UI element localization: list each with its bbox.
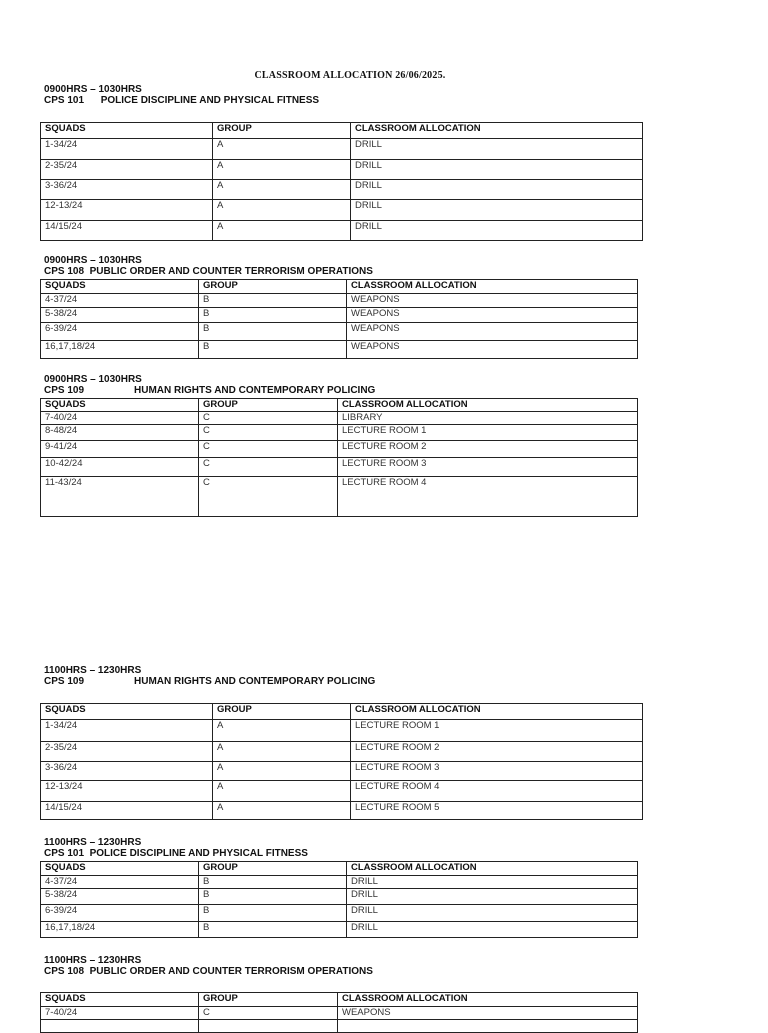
table-row (41, 720, 643, 742)
section-course: CPS 109 HUMAN RIGHTS AND CONTEMPORARY POLICING (44, 385, 376, 396)
table-row (41, 441, 638, 458)
squad-cell: 3-36/24 (41, 762, 213, 781)
squad-cell: 10-42/24 (41, 458, 199, 477)
group-cell: A (213, 781, 351, 802)
column-header: CLASSROOM ALLOCATION (347, 280, 638, 294)
column-header: SQUADS (41, 280, 199, 294)
column-header: GROUP (199, 280, 347, 294)
classroom-cell: DRILL (351, 180, 643, 200)
section-time: 0900HRS – 1030HRS (44, 374, 142, 385)
group-cell: A (213, 139, 351, 160)
squad-cell: 5-38/24 (41, 308, 199, 323)
group-cell: B (199, 308, 347, 323)
group-cell: B (199, 876, 347, 889)
table-row (41, 1007, 638, 1020)
squad-cell: 11-43/24 (41, 477, 199, 517)
squad-cell: 2-35/24 (41, 742, 213, 762)
column-header: SQUADS (41, 704, 213, 720)
column-header: CLASSROOM ALLOCATION (338, 993, 638, 1007)
group-cell: B (199, 905, 347, 922)
table-row (41, 905, 638, 922)
classroom-cell: LECTURE ROOM 5 (351, 802, 643, 820)
squad-cell: 9-41/24 (41, 441, 199, 458)
group-cell: C (199, 412, 338, 425)
classroom-cell: WEAPONS (347, 341, 638, 359)
classroom-cell: LECTURE ROOM 2 (351, 742, 643, 762)
column-header: GROUP (213, 704, 351, 720)
column-header: GROUP (213, 123, 351, 139)
column-header: CLASSROOM ALLOCATION (351, 704, 643, 720)
squad-cell: 3-36/24 (41, 180, 213, 200)
squad-cell: 7-40/24 (41, 412, 199, 425)
group-cell: C (199, 441, 338, 458)
section-course: CPS 109 HUMAN RIGHTS AND CONTEMPORARY POLICING (44, 676, 376, 687)
column-header: SQUADS (41, 862, 199, 876)
document-title: CLASSROOM ALLOCATION 26/06/2025. (254, 70, 446, 81)
classroom-cell (338, 1020, 638, 1033)
group-cell: B (199, 323, 347, 341)
squad-cell: 12-13/24 (41, 200, 213, 221)
classroom-cell: LECTURE ROOM 3 (351, 762, 643, 781)
section-course: CPS 101 POLICE DISCIPLINE AND PHYSICAL FITNESS (44, 95, 320, 106)
squad-cell: 6-39/24 (41, 905, 199, 922)
table-row (41, 802, 643, 820)
group-cell: C (199, 477, 338, 517)
group-cell: A (213, 802, 351, 820)
group-cell: B (199, 922, 347, 938)
group-cell: A (213, 160, 351, 180)
group-cell: A (213, 742, 351, 762)
classroom-cell: LECTURE ROOM 1 (338, 425, 638, 441)
allocation-table-1 (40, 279, 638, 359)
group-cell: A (213, 762, 351, 781)
section-course: CPS 108 PUBLIC ORDER AND COUNTER TERRORISM OPERATIONS (44, 966, 373, 977)
table-row (41, 180, 643, 200)
classroom-cell: DRILL (347, 905, 638, 922)
table-row (41, 889, 638, 905)
column-header: GROUP (199, 993, 338, 1007)
section-3-heading (44, 665, 375, 687)
column-header: SQUADS (41, 993, 199, 1007)
table-row (41, 876, 638, 889)
group-cell: C (199, 425, 338, 441)
squad-cell: 1-34/24 (41, 139, 213, 160)
column-header: GROUP (199, 399, 338, 412)
squad-cell: 1-34/24 (41, 720, 213, 742)
group-cell: A (213, 180, 351, 200)
classroom-cell: LECTURE ROOM 4 (351, 781, 643, 802)
column-header: CLASSROOM ALLOCATION (351, 123, 643, 139)
allocation-table-4 (40, 861, 638, 938)
classroom-cell: DRILL (347, 922, 638, 938)
classroom-cell: DRILL (351, 200, 643, 221)
classroom-cell: DRILL (351, 221, 643, 241)
section-course: CPS 101 POLICE DISCIPLINE AND PHYSICAL FITNESS (44, 848, 308, 859)
section-time: 0900HRS – 1030HRS (44, 84, 142, 95)
squad-cell: 16,17,18/24 (41, 922, 199, 938)
squad-cell: 16,17,18/24 (41, 341, 199, 359)
table-row (41, 477, 638, 517)
squad-cell: 14/15/24 (41, 221, 213, 241)
table-row (41, 308, 638, 323)
column-header: SQUADS (41, 399, 199, 412)
squad-cell: 4-37/24 (41, 294, 199, 308)
section-time: 1100HRS – 1230HRS (44, 955, 142, 966)
section-5-heading (44, 955, 373, 977)
classroom-cell: LECTURE ROOM 2 (338, 441, 638, 458)
section-time: 1100HRS – 1230HRS (44, 665, 142, 676)
classroom-cell: LECTURE ROOM 3 (338, 458, 638, 477)
classroom-cell: WEAPONS (347, 294, 638, 308)
table-row (41, 922, 638, 938)
squad-cell: 6-39/24 (41, 323, 199, 341)
section-2-heading (44, 374, 375, 396)
squad-cell (41, 1020, 199, 1033)
group-cell: C (199, 458, 338, 477)
section-course: CPS 108 PUBLIC ORDER AND COUNTER TERRORISM OPERATIONS (44, 266, 373, 277)
table-row (41, 781, 643, 802)
classroom-cell: LECTURE ROOM 4 (338, 477, 638, 517)
classroom-cell: LIBRARY (338, 412, 638, 425)
column-header: CLASSROOM ALLOCATION (338, 399, 638, 412)
section-4-heading (44, 837, 308, 859)
group-cell: C (199, 1007, 338, 1020)
classroom-cell: WEAPONS (347, 323, 638, 341)
group-cell (199, 1020, 338, 1033)
squad-cell: 8-48/24 (41, 425, 199, 441)
group-cell: A (213, 200, 351, 221)
allocation-table-3 (40, 703, 643, 820)
squad-cell: 12-13/24 (41, 781, 213, 802)
column-header: CLASSROOM ALLOCATION (347, 862, 638, 876)
classroom-cell: DRILL (351, 160, 643, 180)
table-row (41, 200, 643, 221)
table-row (41, 412, 638, 425)
section-time: 0900HRS – 1030HRS (44, 255, 142, 266)
classroom-cell: WEAPONS (338, 1007, 638, 1020)
section-0-heading (44, 84, 319, 106)
classroom-cell: DRILL (347, 876, 638, 889)
column-header: SQUADS (41, 123, 213, 139)
group-cell: B (199, 889, 347, 905)
table-row (41, 341, 638, 359)
group-cell: A (213, 221, 351, 241)
table-row (41, 221, 643, 241)
table-row (41, 160, 643, 180)
allocation-table-0 (40, 122, 643, 241)
group-cell: B (199, 294, 347, 308)
table-row (41, 425, 638, 441)
column-header: GROUP (199, 862, 347, 876)
classroom-cell: LECTURE ROOM 1 (351, 720, 643, 742)
classroom-cell: WEAPONS (347, 308, 638, 323)
table-row (41, 762, 643, 781)
section-1-heading (44, 255, 373, 277)
squad-cell: 4-37/24 (41, 876, 199, 889)
group-cell: A (213, 720, 351, 742)
allocation-table-2 (40, 398, 638, 517)
group-cell: B (199, 341, 347, 359)
squad-cell: 14/15/24 (41, 802, 213, 820)
table-row (41, 323, 638, 341)
table-row (41, 742, 643, 762)
table-row (41, 294, 638, 308)
classroom-cell: DRILL (347, 889, 638, 905)
table-row (41, 458, 638, 477)
squad-cell: 5-38/24 (41, 889, 199, 905)
table-row (41, 1020, 638, 1033)
allocation-table-5 (40, 992, 638, 1033)
classroom-cell: DRILL (351, 139, 643, 160)
squad-cell: 2-35/24 (41, 160, 213, 180)
squad-cell: 7-40/24 (41, 1007, 199, 1020)
table-row (41, 139, 643, 160)
section-time: 1100HRS – 1230HRS (44, 837, 142, 848)
